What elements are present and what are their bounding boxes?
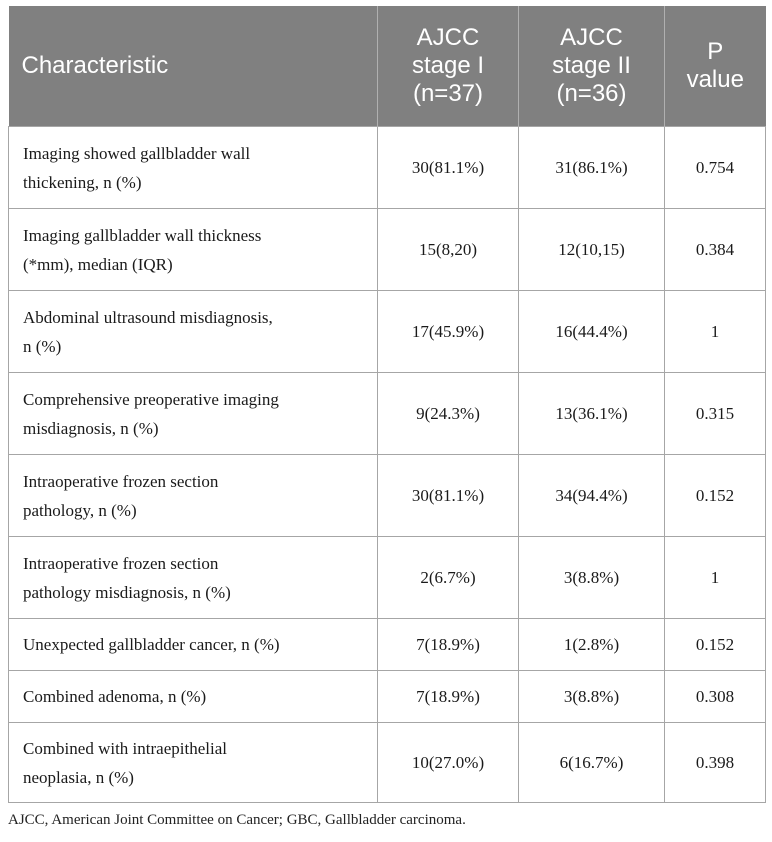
header-stage-2: AJCC stage II (n=36) [519, 6, 665, 127]
characteristic-cell: Imaging showed gallbladder wall thickening, n (%) [9, 127, 378, 209]
table-row [9, 209, 766, 291]
table-row [9, 291, 766, 373]
table-row [9, 373, 766, 455]
characteristic-cell: Combined adenoma, n (%) [9, 671, 378, 723]
characteristic-cell: Intraoperative frozen section pathology misdiagnosis, n (%) [9, 537, 378, 619]
characteristic-cell: Combined with intraepithelial neoplasia, n (%) [9, 723, 378, 803]
p-value-cell: 0.754 [665, 127, 766, 209]
stage1-cell: 15(8,20) [378, 209, 519, 291]
table-footnote: AJCC, American Joint Committee on Cancer; GBC, Gallbladder carcinoma. [8, 812, 466, 828]
table-row [9, 619, 766, 671]
table-row [9, 723, 766, 803]
stage1-cell: 7(18.9%) [378, 671, 519, 723]
stage2-cell: 1(2.8%) [519, 619, 665, 671]
stage2-cell: 3(8.8%) [519, 537, 665, 619]
stage2-cell: 6(16.7%) [519, 723, 665, 803]
table-body [9, 127, 766, 803]
characteristic-cell: Imaging gallbladder wall thickness (*mm), median (IQR) [9, 209, 378, 291]
table-row [9, 455, 766, 537]
stage1-cell: 30(81.1%) [378, 127, 519, 209]
characteristic-cell: Abdominal ultrasound misdiagnosis, n (%) [9, 291, 378, 373]
stage2-cell: 31(86.1%) [519, 127, 665, 209]
stage1-cell: 2(6.7%) [378, 537, 519, 619]
stage1-cell: 10(27.0%) [378, 723, 519, 803]
p-value-cell: 1 [665, 291, 766, 373]
characteristics-table-container [8, 6, 765, 803]
stage2-cell: 34(94.4%) [519, 455, 665, 537]
characteristics-table [8, 6, 766, 803]
p-value-cell: 0.384 [665, 209, 766, 291]
stage1-cell: 30(81.1%) [378, 455, 519, 537]
stage1-cell: 7(18.9%) [378, 619, 519, 671]
table-row [9, 127, 766, 209]
table-row [9, 537, 766, 619]
stage2-cell: 12(10,15) [519, 209, 665, 291]
header-characteristic: Characteristic [9, 6, 378, 127]
characteristic-cell: Comprehensive preoperative imaging misdiagnosis, n (%) [9, 373, 378, 455]
p-value-cell: 0.308 [665, 671, 766, 723]
p-value-cell: 0.152 [665, 619, 766, 671]
p-value-cell: 0.152 [665, 455, 766, 537]
header-row [9, 6, 766, 127]
header-p-value: P value [665, 6, 766, 127]
characteristic-cell: Intraoperative frozen section pathology, n (%) [9, 455, 378, 537]
stage2-cell: 13(36.1%) [519, 373, 665, 455]
header-stage-1: AJCC stage I (n=37) [378, 6, 519, 127]
stage1-cell: 17(45.9%) [378, 291, 519, 373]
stage2-cell: 16(44.4%) [519, 291, 665, 373]
p-value-cell: 1 [665, 537, 766, 619]
table-row [9, 671, 766, 723]
p-value-cell: 0.398 [665, 723, 766, 803]
table-header [9, 6, 766, 127]
stage1-cell: 9(24.3%) [378, 373, 519, 455]
p-value-cell: 0.315 [665, 373, 766, 455]
stage2-cell: 3(8.8%) [519, 671, 665, 723]
characteristic-cell: Unexpected gallbladder cancer, n (%) [9, 619, 378, 671]
